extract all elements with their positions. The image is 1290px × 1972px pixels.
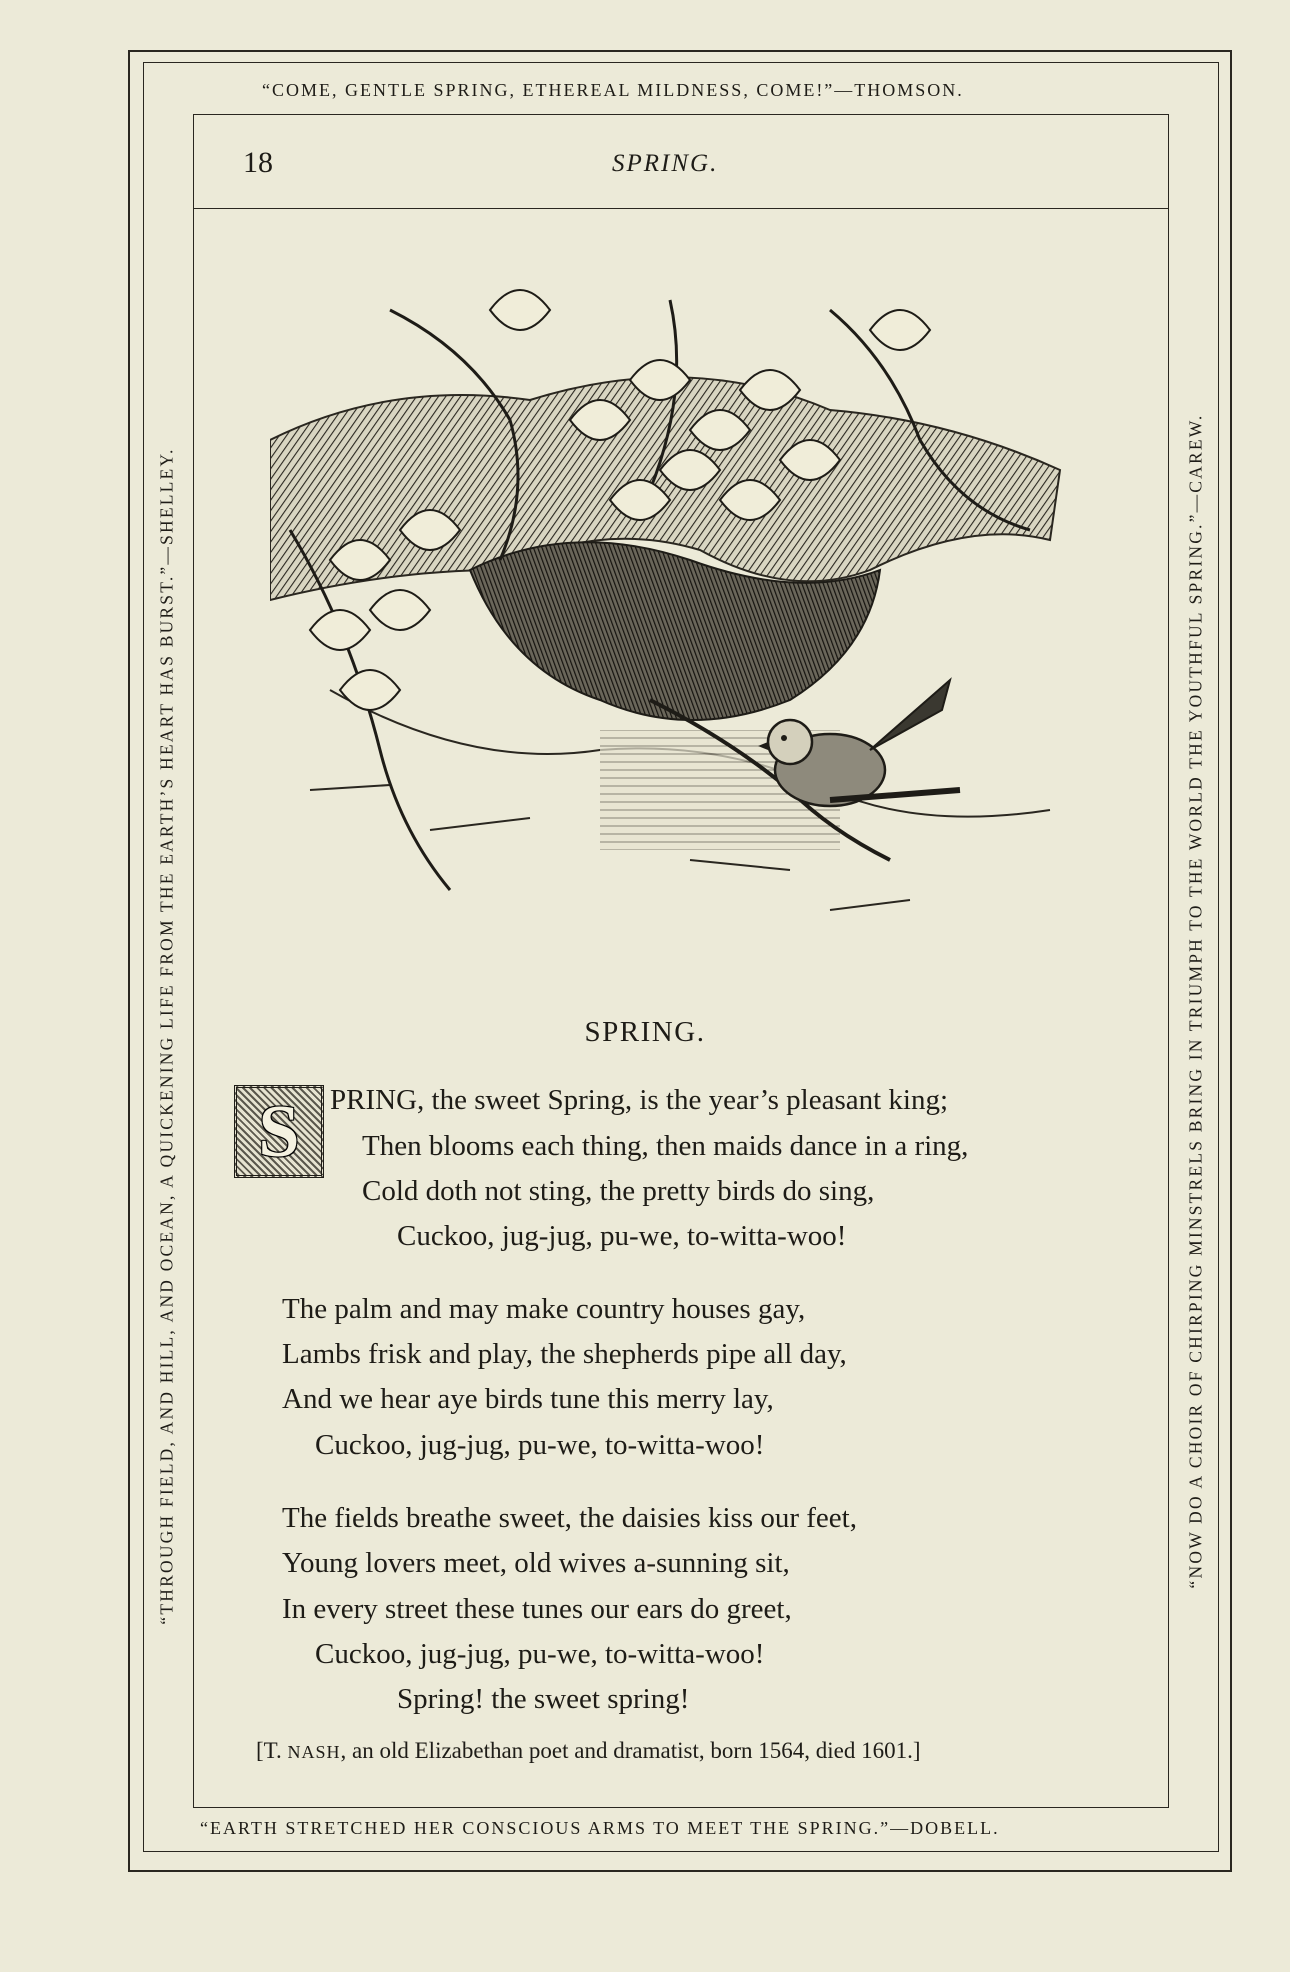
header-rule (193, 208, 1169, 209)
drop-cap (234, 1085, 324, 1178)
poem-line: Then blooms each thing, then maids dance in a ring, (362, 1130, 969, 1162)
poem-closing-line: Spring! the sweet spring! (397, 1683, 690, 1715)
attribution-author: NASH (287, 1742, 341, 1762)
poem-refrain: Cuckoo, jug-jug, pu-we, to-witta-woo! (397, 1220, 847, 1252)
poem-line: The fields breathe sweet, the daisies kiss our feet, (282, 1502, 857, 1534)
attribution-open: [T. (256, 1738, 288, 1763)
border-quote-bottom: “EARTH STRETCHED HER CONSCIOUS ARMS TO MEET THE SPRING.”—DOBELL. (200, 1818, 1000, 1838)
poem-title: SPRING. (584, 1016, 706, 1048)
border-quote-right: “NOW DO A CHOIR OF CHIRPING MINSTRELS BRING IN TRIUMPH TO THE WORLD THE YOUTHFUL SPRING.”—CAREW. (1185, 413, 1206, 1589)
poem-line: PRING, the sweet Spring, is the year’s pleasant king; (330, 1084, 949, 1116)
poem-line: The palm and may make country houses gay, (282, 1293, 806, 1325)
poem-line: Cold doth not sting, the pretty birds do sing, (362, 1175, 875, 1207)
poem-line: Lambs frisk and play, the shepherds pipe all day, (282, 1338, 847, 1370)
attribution-text: , an old Elizabethan poet and dramatist, born 1564, died 1601.] (340, 1738, 921, 1763)
engraving-bird-ivy-wall-icon (270, 270, 1090, 990)
drop-cap-letter: S (258, 1090, 300, 1173)
poem-line: And we hear aye birds tune this merry lay, (282, 1383, 774, 1415)
poem-line: Young lovers meet, old wives a-sunning sit, (282, 1547, 790, 1579)
poem-line: In every street these tunes our ears do greet, (282, 1593, 792, 1625)
border-quote-top: “COME, GENTLE SPRING, ETHEREAL MILDNESS, COME!”—THOMSON. (262, 80, 964, 100)
running-title: SPRING. (612, 150, 719, 177)
poem-refrain: Cuckoo, jug-jug, pu-we, to-witta-woo! (315, 1638, 765, 1670)
page-number: 18 (243, 146, 273, 179)
poem-refrain: Cuckoo, jug-jug, pu-we, to-witta-woo! (315, 1429, 765, 1461)
border-quote-left: “THROUGH FIELD, AND HILL, AND OCEAN, A QUICKENING LIFE FROM THE EARTH’S HEART HAS BURST.”—SHELLEY. (156, 447, 177, 1625)
attribution (256, 1738, 921, 1764)
